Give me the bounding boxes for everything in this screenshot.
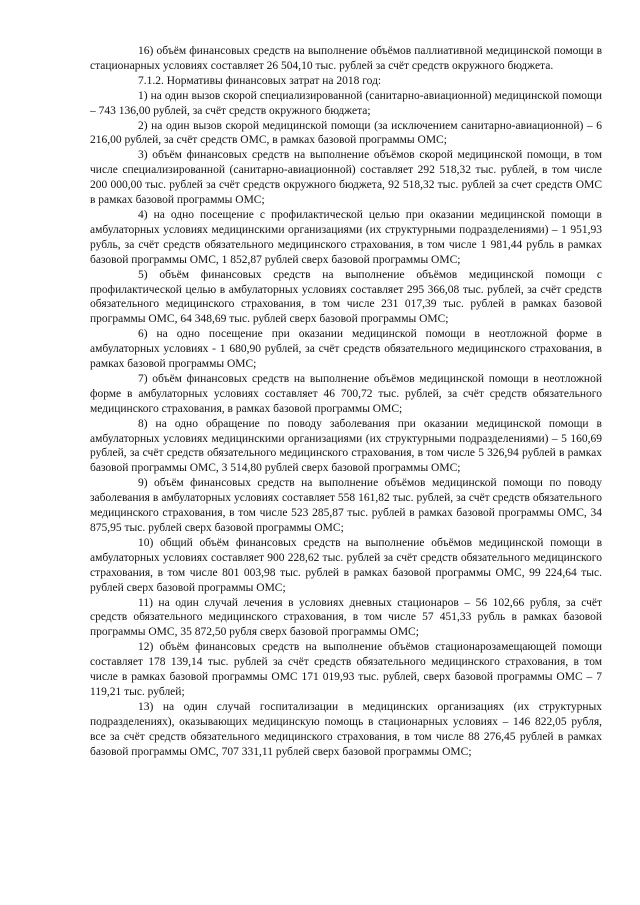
paragraph-12: 12) объём финансовых средств на выполнение объёмов стационарозамещающей помощи составляет 178 139,14 тыс. рублей за счёт средств обязательного медицинского страхования, в том числе в рамках базовой программы ОМС 171 019,93 тыс. рублей, сверх базовой программы ОМС – 7 119,21 тыс. рублей; <box>90 641 602 698</box>
paragraph-16: 16) объём финансовых средств на выполнение объёмов паллиативной медицинской помощи в стационарных условиях составляет 26 504,10 тыс. рублей за счёт средств окружного бюджета. <box>90 45 602 72</box>
paragraph-9: 9) объём финансовых средств на выполнение объёмов медицинской помощи по поводу заболевания в амбулаторных условиях составляет 558 161,82 тыс. рублей, за счёт средств обязательного медицинского страхования, в том числе 523 285,87 тыс. рублей в рамках базовой программы ОМС, 34 875,95 тыс. рублей сверх базовой программы ОМС; <box>90 477 602 534</box>
paragraph-11: 11) на один случай лечения в условиях дневных стационаров – 56 102,66 рубля, за счёт средств обязательного медицинского страхования, в том числе 57 451,33 рубль в рамках базовой программы ОМС, 35 872,50 рубля сверх базовой программы ОМС; <box>90 596 602 639</box>
paragraph-4: 4) на одно посещение с профилактической целью при оказании медицинской помощи в амбулаторных условиях медицинскими организациями (их структурными подразделениями) – 1 951,93 рубль, за счёт средств обязательного медицинского страхования, в том числе 1 981,44 рубль в рамках базовой программы ОМС, 1 852,87 рублей сверх базовой программы ОМС; <box>90 208 602 266</box>
paragraph-5: 5) объём финансовых средств на выполнение объёмов медицинской помощи с профилактической целью в амбулаторных условиях составляет 295 366,08 тыс. рублей, за счёт средств обязательного медицинского страхования, в том числе 231 017,39 тыс. рублей в рамках базовой программы ОМС, 64 348,69 тыс. рублей сверх базовой программы ОМС; <box>90 268 602 326</box>
paragraph-10: 10) общий объём финансовых средств на выполнение объёмов медицинской помощи в амбулаторных условиях составляет 900 228,62 тыс. рублей за счёт средств обязательного медицинского страхования, в том числе 801 003,98 тыс. рублей в рамках базовой программы ОМС, 99 224,64 тыс. рублей сверх базовой программы ОМС; <box>90 536 602 594</box>
paragraph-3: 3) объём финансовых средств на выполнение объёмов скорой медицинской помощи, в том числе специализированной (санитарно-авиационной) составляет 292 518,32 тыс. рублей, в том числе 200 000,00 тыс. рублей за счёт средств окружного бюджета, 92 518,32 тыс. рублей за счет средств ОМС в рамках базовой программы ОМС; <box>90 149 602 207</box>
paragraph-8: 8) на одно обращение по поводу заболевания при оказании медицинской помощи в амбулаторных условиях медицинскими организациями (их структурными подразделениями) – 5 160,69 рублей, за счёт средств обязательного медицинского страхования, в том числе 5 326,94 рублей в рамках базовой программы ОМС, 3 514,80 рублей сверх базовой программы ОМС; <box>90 417 602 475</box>
section-heading-7-1-2: 7.1.2. Нормативы финансовых затрат на 2018 год: <box>138 74 382 87</box>
paragraph-1: 1) на один вызов скорой специализированной (санитарно-авиационной) медицинской помощи – 743 136,00 рублей, за счёт средств окружного бюджета; <box>90 89 602 117</box>
paragraph-7: 7) объём финансовых средств на выполнение объёмов медицинской помощи в неотложной форме в амбулаторных условиях составляет 46 700,72 тыс. рублей, за счёт средств обязательного медицинского страхования, в рамках базовой программы ОМС; <box>90 372 602 415</box>
paragraph-13: 13) на один случай госпитализации в медицинских организациях (их структурных подразделениях), оказывающих медицинскую помощь в стационарных условиях – 146 822,05 рубля, все за счёт средств обязательного медицинского страхования, в том числе 88 276,45 рублей в рамках базовой программы ОМС, 707 331,11 рублей сверх базовой программы ОМС; <box>90 700 602 758</box>
paragraph-6: 6) на одно посещение при оказании медицинской помощи в неотложной форме в амбулаторных условиях - 1 680,90 рублей, за счёт средств обязательного медицинского страхования, в рамках базовой программы ОМС; <box>90 328 602 371</box>
document-page <box>90 44 602 760</box>
paragraph-2: 2) на один вызов скорой медицинской помощи (за исключением санитарно-авиационной) – 6 216,00 рублей, за счёт средств ОМС, в рамках базовой программы ОМС; <box>90 119 602 147</box>
